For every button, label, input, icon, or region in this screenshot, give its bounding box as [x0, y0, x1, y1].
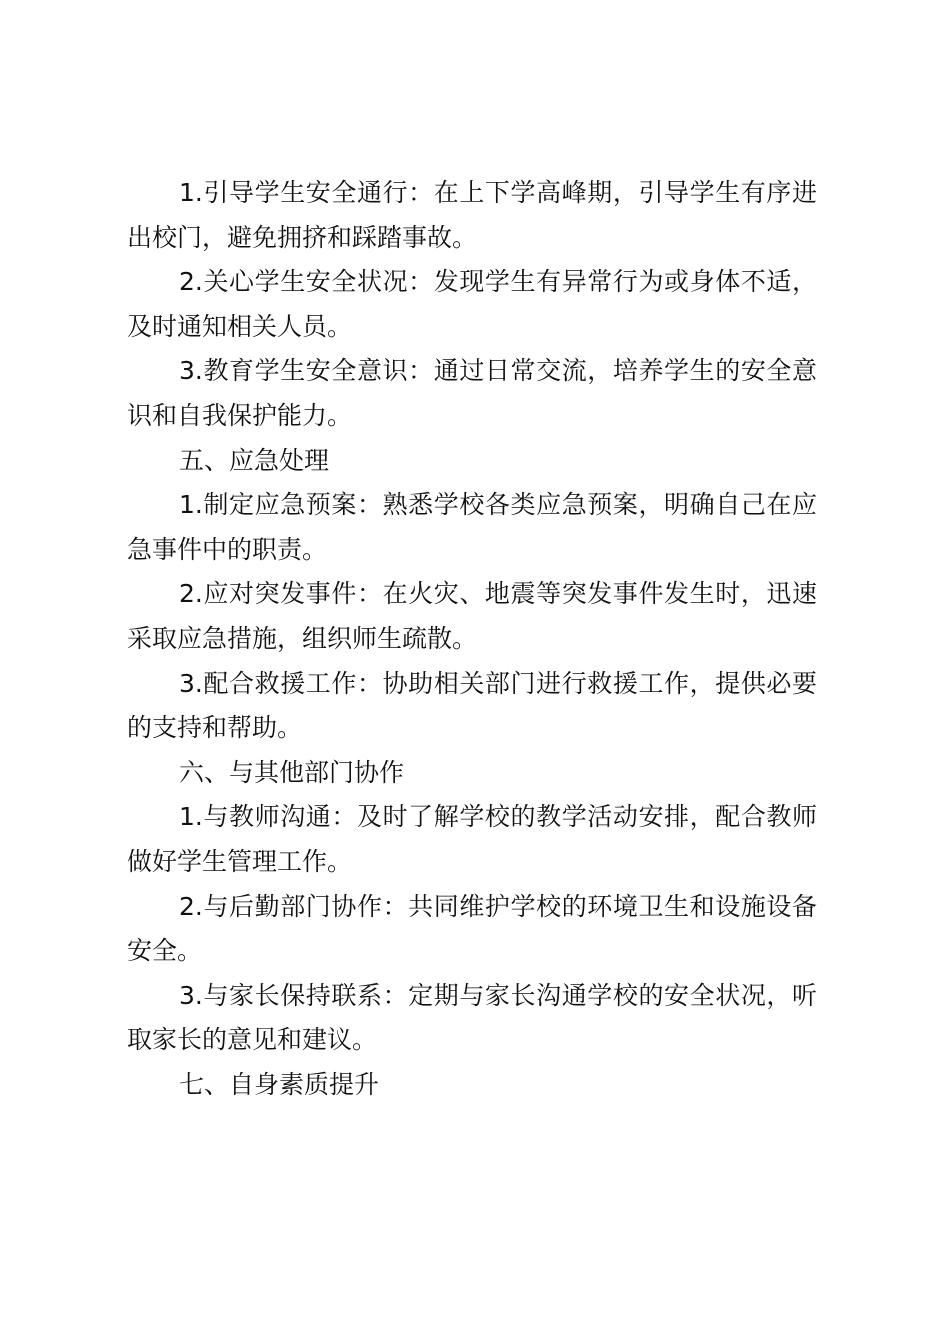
paragraph-sudden-events: 2.应对突发事件：在火灾、地震等突发事件发生时，迅速采取应急措施，组织师生疏散。: [127, 579, 817, 653]
paragraph-parents: 3.与家长保持联系：定期与家长沟通学校的安全状况，听取家长的意见和建议。: [127, 980, 817, 1055]
section-heading-emergency: 五、应急处理: [179, 445, 330, 475]
paragraph-logistics: 2.与后勤部门协作：共同维护学校的环境卫生和设施设备安全。: [127, 891, 817, 966]
paragraph-care-safety: 2.关心学生安全状况：发现学生有异常行为或身体不适，及时通知相关人员。: [127, 267, 817, 341]
paragraph-teachers: 1.与教师沟通：及时了解学校的教学活动安排，配合教师做好学生管理工作。: [127, 802, 817, 876]
section-heading-cooperation: 六、与其他部门协作: [179, 757, 405, 787]
paragraph-guide-students: 1.引导学生安全通行：在上下学高峰期，引导学生有序进出校门，避免拥挤和踩踏事故。: [127, 178, 817, 252]
paragraph-rescue-work: 3.配合救援工作：协助相关部门进行救援工作，提供必要的支持和帮助。: [127, 668, 817, 743]
section-heading-self-improvement: 七、自身素质提升: [179, 1069, 380, 1099]
paragraph-educate-awareness: 3.教育学生安全意识：通过日常交流，培养学生的安全意识和自我保护能力。: [127, 356, 817, 430]
document-body: [127, 171, 817, 1107]
paragraph-emergency-plan: 1.制定应急预案：熟悉学校各类应急预案，明确自己在应急事件中的职责。: [127, 490, 817, 564]
